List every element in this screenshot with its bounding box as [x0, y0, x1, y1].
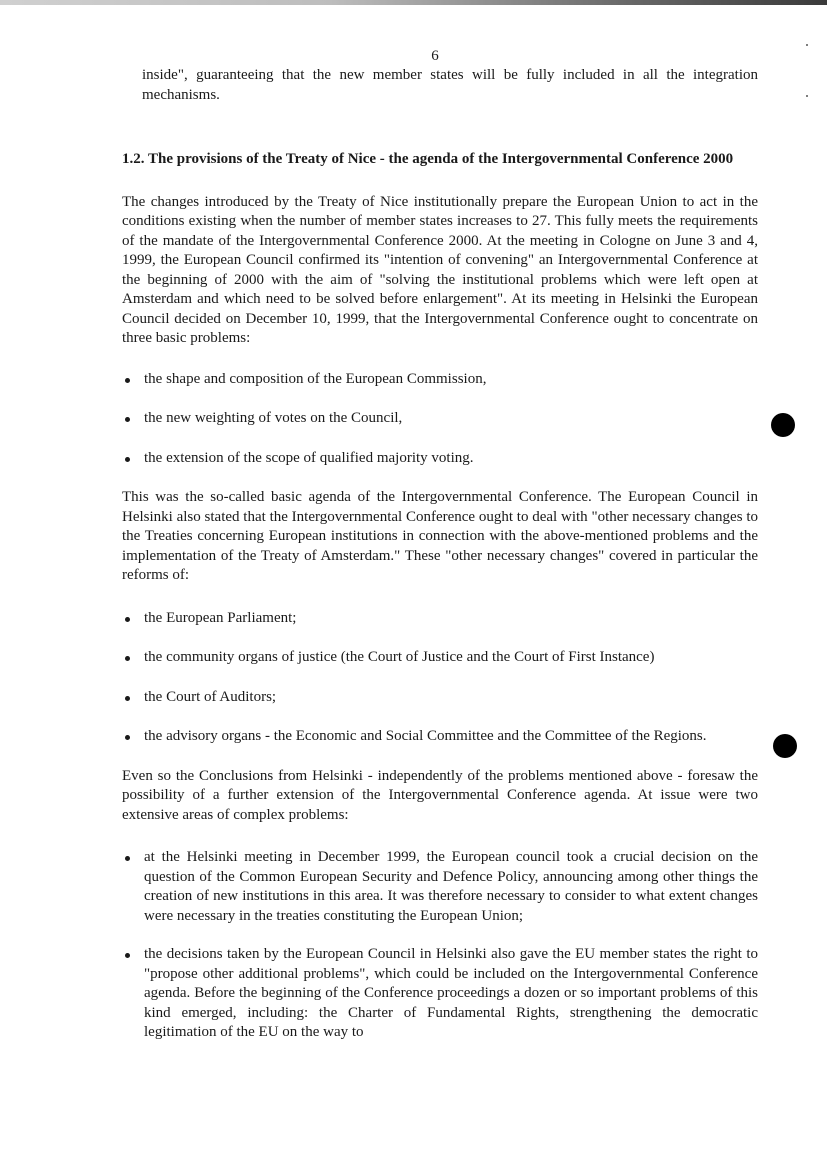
list-item: the European Parliament; — [122, 609, 758, 629]
basic-problems-list — [122, 370, 758, 469]
list-item: the community organs of justice (the Court of Justice and the Court of First Instance) — [122, 648, 758, 668]
list-item: the shape and composition of the European Commission, — [122, 370, 758, 390]
complex-problems-list — [122, 848, 758, 1043]
document-body — [122, 66, 758, 1062]
page-number: 6 — [431, 48, 439, 64]
scan-speck — [806, 95, 808, 97]
list-item: the advisory organs - the Economic and Social Committee and the Committee of the Regions. — [122, 727, 758, 747]
scan-speck — [806, 44, 808, 46]
continuation-paragraph: inside", guaranteeing that the new member states will be fully included in all the integration mechanisms. — [142, 67, 758, 103]
agenda-paragraph: This was the so-called basic agenda of the Intergovernmental Conference. The European Council in Helsinki also stated that the Intergovernmental Conference ought to deal with "other necessary changes to the Treaties concerning European institutions in connection with the above-mentioned problems and the implementation of the Treaty of Amsterdam." These "other necessary changes" covered in particular the reforms of: — [122, 489, 758, 583]
section-heading: 1.2. The provisions of the Treaty of Nice - the agenda of the Intergovernmental Conference 2000 — [122, 151, 734, 167]
list-item: the Court of Auditors; — [122, 688, 758, 708]
scan-edge — [0, 0, 827, 5]
intro-paragraph: The changes introduced by the Treaty of Nice institutionally prepare the European Union to act in the conditions existing when the number of member states increases to 27. This fully meets the requirements of the mandate of the Intergovernmental Conference 2000. At the meeting in Cologne on June 3 and 4, 1999, the European Council confirmed its "intention of convening" an Intergovernmental Conference at the beginning of 2000 with the aim of "solving the institutional problems which were left open at Amsterdam and which need to be solved before enlargement". At its meeting in Helsinki the European Council decided on December 10, 1999, that the Intergovernmental Conference ought to concentrate on three basic problems: — [122, 193, 758, 346]
list-item: the new weighting of votes on the Council, — [122, 409, 758, 429]
list-item: at the Helsinki meeting in December 1999, the European council took a crucial decision on the question of the Common European Security and Defence Policy, announcing among other things the creation of new institutions in this area. It was therefore necessary to consider to what extent changes were necessary in the treaties constituting the European Union; — [122, 848, 758, 926]
punch-hole — [773, 734, 797, 758]
conclusions-paragraph: Even so the Conclusions from Helsinki - independently of the problems mentioned above - foresaw the possibility of a further extension of the Intergovernmental Conference agenda. At issue were two extensive areas of complex problems: — [122, 767, 758, 823]
list-item: the extension of the scope of qualified majority voting. — [122, 449, 758, 469]
punch-hole — [771, 413, 795, 437]
reforms-list — [122, 609, 758, 747]
list-item: the decisions taken by the European Council in Helsinki also gave the EU member states the right to "propose other additional problems", which could be included on the Intergovernmental Conference agenda. Before the beginning of the Conference proceedings a dozen or so important problems of this kind emerged, including: the Charter of Fundamental Rights, strengthening the democratic legitimation of the EU on the way to — [122, 945, 758, 1043]
